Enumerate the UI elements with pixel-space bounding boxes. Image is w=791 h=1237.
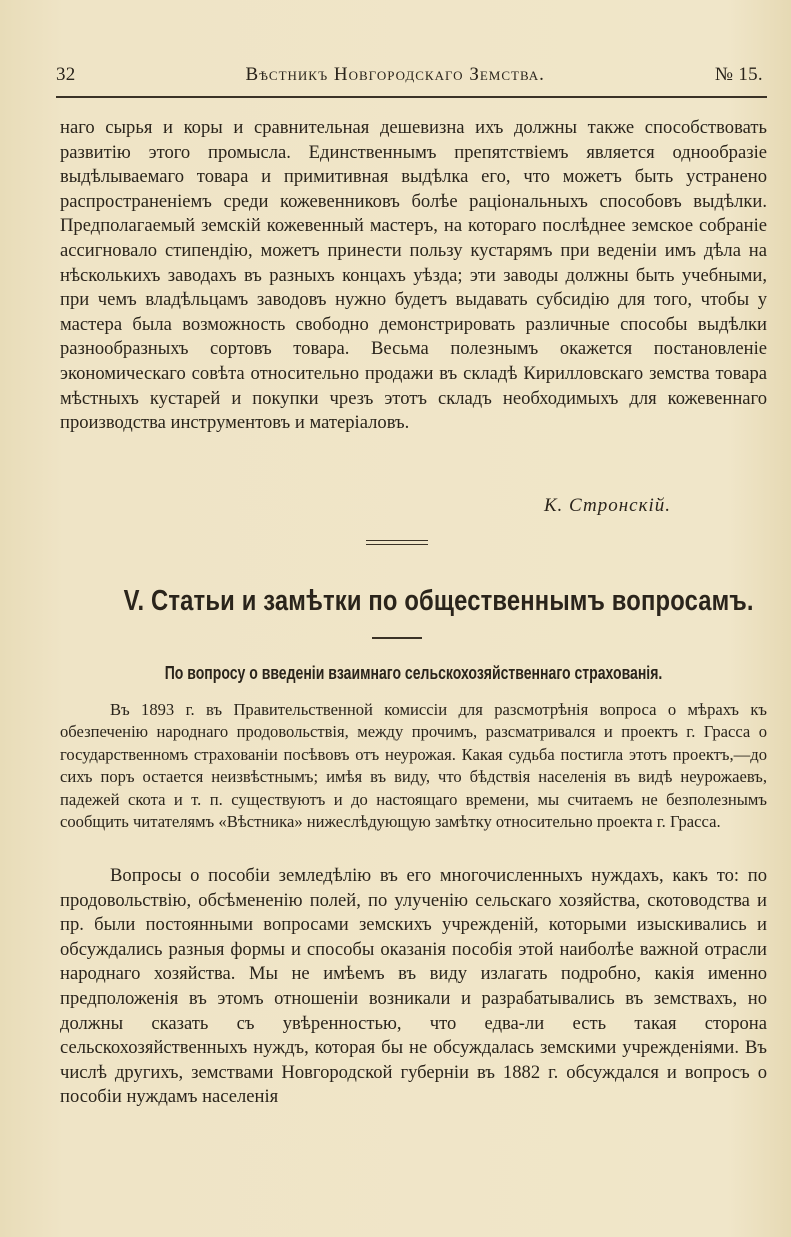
article-subtitle: По вопросу о введеніи взаимнаго сельскохозяйственнаго страхованія. [164,663,663,683]
issue-number: № 15. [714,64,763,85]
title-rule [372,637,422,639]
section-title: V. Статьи и замѣтки по общественнымъ вопросамъ. [123,585,754,617]
author-signature: К. Стронскій. [543,495,671,516]
paragraph-2 [60,699,767,833]
page-number: 32 [56,64,76,85]
paragraph-3 [60,864,767,1110]
paragraph-2-text: Въ 1893 г. въ Правительственной комиссіи для разсмотрѣнія вопроса о мѣрахъ къ обезпеченію народнаго продовольствія, между прочимъ, разсматривался и проектъ г. Грасса о государственномъ страхованіи посѣвовъ отъ неурожая. Какая судьба постигла этотъ проектъ,—до сихъ поръ остается неизвѣстнымъ; имѣя въ виду, что бѣдствія населенія въ видѣ неурожаевъ, падежей скота и т. п. существуютъ и до настоящаго времени, мы считаемъ не безполезнымъ сообщить читателямъ «Вѣстника» нижеслѣдующую замѣтку относительно проекта г. Грасса. [60,700,767,832]
paragraph-3-text: Вопросы о пособіи земледѣлію въ его многочисленныхъ нуждахъ, какъ то: по продовольствію, обсѣмененію полей, по улученію сельскаго хозяйства, скотоводства и пр. были постоянными вопросами земскихъ учрежденій, которыми изыскивались и обсуждались разныя формы и способы оказанія пособія этой наиболѣе важной отрасли народнаго хозяйства. Мы не имѣемъ въ виду излагать подробно, какія именно предположенія въ этомъ отношеніи возникали и разрабатывались въ земствахъ, но должны сказать съ увѣренностью, что едва-ли есть такая сторона сельскохозяйственныхъ нуждъ, которая бы не обсуждалась земскими учрежденіями. Въ числѣ другихъ, земствами Новгородской губерніи въ 1882 г. обсуждался и вопросъ о пособіи нуждамъ населенія [60,865,767,1108]
paragraph-1: наго сырья и коры и сравнительная дешевизна ихъ должны также способствовать развитію этого промысла. Единственнымъ препятствіемъ является однообразіе выдѣлываемаго товара и примитивная выдѣлка его, что можетъ быть устранено распространеніемъ среди кожевенниковъ болѣе раціональныхъ способовъ выдѣлки. Предполагаемый земскій кожевенный мастеръ, на котораго послѣднее земское собраніе ассигновало стипендію, можетъ принести пользу кустарямъ при веденіи имъ дѣла на нѣсколькихъ заводахъ въ разныхъ концахъ уѣзда; эти заводы должны быть учебными, при чемъ владѣльцамъ заводовъ нужно будетъ выдавать субсидію для того, чтобы у мастера была возможность свободно демонстрировать различные способы выдѣлки разнообразныхъ сортовъ товара. Весьма полезнымъ окажется постановленіе экономическаго совѣта относительно продажи въ складѣ Кирилловскаго земства товара мѣстныхъ кустарей и покупки чрезъ этотъ складъ необходимыхъ для кожевеннаго производства инструментовъ и матеріаловъ. [60,117,767,434]
journal-title: Вѣстникъ Новгородскаго Земства. [245,64,545,85]
section-divider [366,540,428,548]
running-header [56,64,763,86]
header-rule [56,96,767,98]
